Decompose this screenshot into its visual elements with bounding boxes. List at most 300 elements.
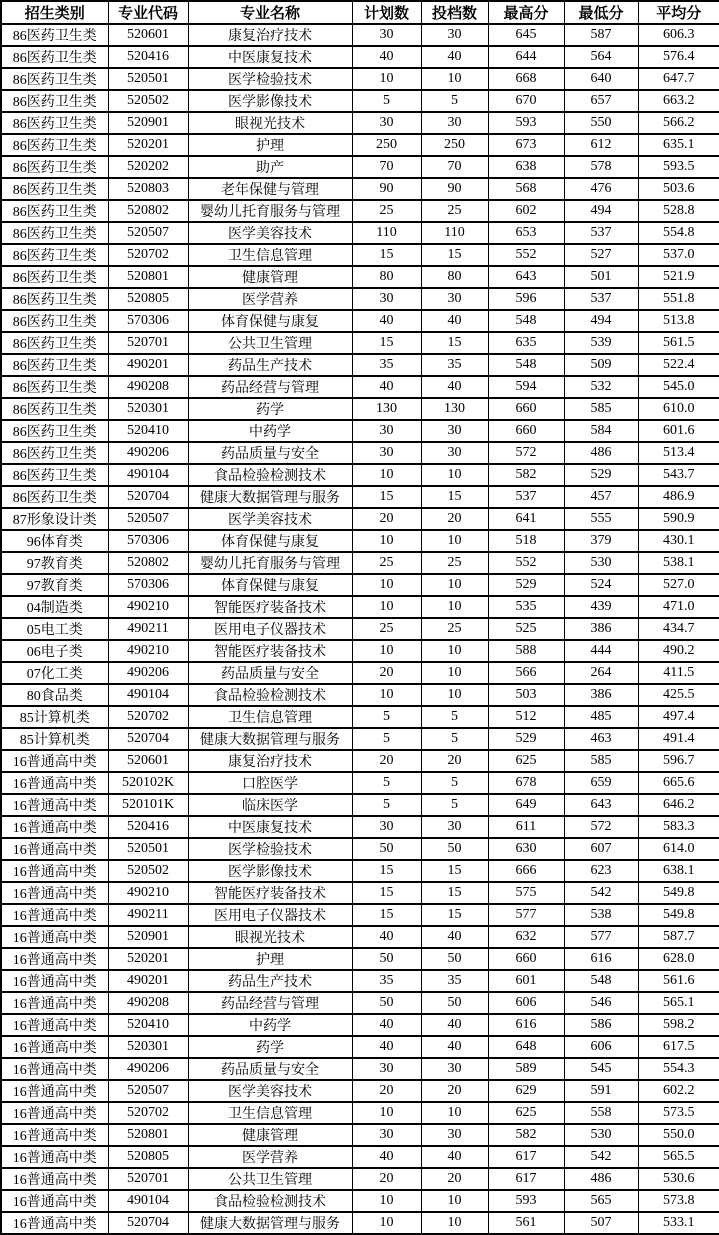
cell: 医用电子仪器技术 xyxy=(188,904,352,926)
cell: 486 xyxy=(564,442,638,464)
cell: 533.1 xyxy=(638,1212,719,1234)
cell: 520301 xyxy=(108,398,188,420)
cell: 16普通高中类 xyxy=(1,1168,108,1190)
cell: 20 xyxy=(421,508,488,530)
cell: 30 xyxy=(421,24,488,46)
cell: 520410 xyxy=(108,1014,188,1036)
cell: 601 xyxy=(488,970,564,992)
table-row xyxy=(1,266,719,288)
cell: 497.4 xyxy=(638,706,719,728)
cell: 40 xyxy=(352,376,421,398)
cell: 570306 xyxy=(108,574,188,596)
cell: 25 xyxy=(352,552,421,574)
cell: 542 xyxy=(564,1146,638,1168)
cell: 助产 xyxy=(188,156,352,178)
cell: 86医药卫生类 xyxy=(1,486,108,508)
cell: 625 xyxy=(488,750,564,772)
cell: 05电工类 xyxy=(1,618,108,640)
cell: 490208 xyxy=(108,376,188,398)
cell: 35 xyxy=(421,970,488,992)
cell: 40 xyxy=(352,926,421,948)
cell: 10 xyxy=(421,68,488,90)
cell: 490210 xyxy=(108,596,188,618)
cell: 490208 xyxy=(108,992,188,1014)
cell: 589 xyxy=(488,1058,564,1080)
cell: 86医药卫生类 xyxy=(1,46,108,68)
cell: 健康大数据管理与服务 xyxy=(188,486,352,508)
cell: 30 xyxy=(421,1058,488,1080)
cell: 86医药卫生类 xyxy=(1,442,108,464)
cell: 20 xyxy=(421,1168,488,1190)
cell: 90 xyxy=(352,178,421,200)
cell: 582 xyxy=(488,464,564,486)
cell: 520704 xyxy=(108,486,188,508)
table-row xyxy=(1,904,719,926)
table-row xyxy=(1,640,719,662)
cell: 70 xyxy=(352,156,421,178)
cell: 卫生信息管理 xyxy=(188,244,352,266)
cell: 35 xyxy=(421,354,488,376)
cell: 15 xyxy=(421,244,488,266)
cell: 中医康复技术 xyxy=(188,816,352,838)
cell: 婴幼儿托育服务与管理 xyxy=(188,552,352,574)
cell: 15 xyxy=(352,904,421,926)
cell: 健康大数据管理与服务 xyxy=(188,728,352,750)
cell: 545 xyxy=(564,1058,638,1080)
cell: 530.6 xyxy=(638,1168,719,1190)
cell: 411.5 xyxy=(638,662,719,684)
cell: 15 xyxy=(352,486,421,508)
table-row xyxy=(1,684,719,706)
cell: 16普通高中类 xyxy=(1,838,108,860)
cell: 582 xyxy=(488,1124,564,1146)
cell: 520801 xyxy=(108,266,188,288)
cell: 584 xyxy=(564,420,638,442)
cell: 490104 xyxy=(108,1190,188,1212)
cell: 250 xyxy=(352,134,421,156)
cell: 665.6 xyxy=(638,772,719,794)
cell: 96体育类 xyxy=(1,530,108,552)
cell: 10 xyxy=(352,684,421,706)
header-cell-1: 专业代码 xyxy=(108,1,188,24)
cell: 644 xyxy=(488,46,564,68)
cell: 490201 xyxy=(108,354,188,376)
cell: 老年保健与管理 xyxy=(188,178,352,200)
cell: 646.2 xyxy=(638,794,719,816)
cell: 486 xyxy=(564,1168,638,1190)
cell: 婴幼儿托育服务与管理 xyxy=(188,200,352,222)
table-row xyxy=(1,332,719,354)
cell: 86医药卫生类 xyxy=(1,178,108,200)
cell: 566 xyxy=(488,662,564,684)
cell: 30 xyxy=(352,1124,421,1146)
cell: 602.2 xyxy=(638,1080,719,1102)
cell: 10 xyxy=(352,530,421,552)
cell: 体育保健与康复 xyxy=(188,574,352,596)
cell: 10 xyxy=(421,530,488,552)
cell: 30 xyxy=(421,1124,488,1146)
cell: 635.1 xyxy=(638,134,719,156)
cell: 535 xyxy=(488,596,564,618)
cell: 30 xyxy=(352,420,421,442)
cell: 379 xyxy=(564,530,638,552)
cell: 15 xyxy=(421,332,488,354)
cell: 5 xyxy=(421,772,488,794)
cell: 593 xyxy=(488,1190,564,1212)
cell: 520702 xyxy=(108,706,188,728)
cell: 507 xyxy=(564,1212,638,1234)
cell: 药品经营与管理 xyxy=(188,992,352,1014)
cell: 健康大数据管理与服务 xyxy=(188,1212,352,1234)
cell: 85计算机类 xyxy=(1,706,108,728)
cell: 16普通高中类 xyxy=(1,1036,108,1058)
cell: 527 xyxy=(564,244,638,266)
cell: 670 xyxy=(488,90,564,112)
cell: 86医药卫生类 xyxy=(1,200,108,222)
cell: 587 xyxy=(564,24,638,46)
cell: 520507 xyxy=(108,508,188,530)
cell: 30 xyxy=(352,816,421,838)
cell: 518 xyxy=(488,530,564,552)
cell: 110 xyxy=(421,222,488,244)
cell: 491.4 xyxy=(638,728,719,750)
cell: 食品检验检测技术 xyxy=(188,1190,352,1212)
cell: 智能医疗装备技术 xyxy=(188,596,352,618)
cell: 86医药卫生类 xyxy=(1,464,108,486)
cell: 90 xyxy=(421,178,488,200)
cell: 医学检验技术 xyxy=(188,838,352,860)
cell: 临床医学 xyxy=(188,794,352,816)
cell: 30 xyxy=(421,288,488,310)
cell: 86医药卫生类 xyxy=(1,354,108,376)
cell: 40 xyxy=(352,310,421,332)
cell: 542 xyxy=(564,882,638,904)
cell: 561.6 xyxy=(638,970,719,992)
cell: 86医药卫生类 xyxy=(1,24,108,46)
table-row xyxy=(1,1124,719,1146)
cell: 678 xyxy=(488,772,564,794)
cell: 548 xyxy=(488,310,564,332)
cell: 10 xyxy=(421,1190,488,1212)
cell: 525 xyxy=(488,618,564,640)
cell: 10 xyxy=(421,640,488,662)
cell: 86医药卫生类 xyxy=(1,266,108,288)
header-cell-4: 投档数 xyxy=(421,1,488,24)
cell: 520301 xyxy=(108,1036,188,1058)
cell: 606 xyxy=(488,992,564,1014)
cell: 549.8 xyxy=(638,882,719,904)
cell: 16普通高中类 xyxy=(1,1058,108,1080)
cell: 476 xyxy=(564,178,638,200)
cell: 648 xyxy=(488,1036,564,1058)
cell: 10 xyxy=(421,684,488,706)
cell: 520601 xyxy=(108,750,188,772)
cell: 卫生信息管理 xyxy=(188,1102,352,1124)
cell: 632 xyxy=(488,926,564,948)
table-row xyxy=(1,992,719,1014)
cell: 578 xyxy=(564,156,638,178)
cell: 520507 xyxy=(108,1080,188,1102)
cell: 457 xyxy=(564,486,638,508)
cell: 86医药卫生类 xyxy=(1,332,108,354)
table-row xyxy=(1,970,719,992)
cell: 588 xyxy=(488,640,564,662)
cell: 25 xyxy=(421,618,488,640)
cell: 10 xyxy=(421,464,488,486)
cell: 35 xyxy=(352,970,421,992)
cell: 585 xyxy=(564,750,638,772)
cell: 5 xyxy=(352,794,421,816)
cell: 35 xyxy=(352,354,421,376)
cell: 434.7 xyxy=(638,618,719,640)
cell: 617.5 xyxy=(638,1036,719,1058)
cell: 30 xyxy=(352,1058,421,1080)
cell: 40 xyxy=(421,376,488,398)
cell: 551.8 xyxy=(638,288,719,310)
cell: 50 xyxy=(352,838,421,860)
cell: 638 xyxy=(488,156,564,178)
cell: 503 xyxy=(488,684,564,706)
cell: 10 xyxy=(352,464,421,486)
cell: 520501 xyxy=(108,68,188,90)
cell: 640 xyxy=(564,68,638,90)
cell: 眼视光技术 xyxy=(188,926,352,948)
cell: 565.1 xyxy=(638,992,719,1014)
cell: 康复治疗技术 xyxy=(188,750,352,772)
cell: 596.7 xyxy=(638,750,719,772)
cell: 20 xyxy=(352,662,421,684)
cell: 386 xyxy=(564,618,638,640)
cell: 25 xyxy=(421,552,488,574)
cell: 520802 xyxy=(108,200,188,222)
cell: 食品检验检测技术 xyxy=(188,684,352,706)
cell: 494 xyxy=(564,200,638,222)
cell: 660 xyxy=(488,948,564,970)
cell: 公共卫生管理 xyxy=(188,1168,352,1190)
cell: 07化工类 xyxy=(1,662,108,684)
cell: 490.2 xyxy=(638,640,719,662)
cell: 86医药卫生类 xyxy=(1,398,108,420)
table-row xyxy=(1,1080,719,1102)
cell: 530 xyxy=(564,552,638,574)
cell: 50 xyxy=(421,948,488,970)
cell: 520410 xyxy=(108,420,188,442)
cell: 30 xyxy=(421,112,488,134)
table-row xyxy=(1,156,719,178)
cell: 80食品类 xyxy=(1,684,108,706)
cell: 眼视光技术 xyxy=(188,112,352,134)
cell: 10 xyxy=(352,596,421,618)
cell: 40 xyxy=(352,46,421,68)
cell: 250 xyxy=(421,134,488,156)
cell: 520201 xyxy=(108,134,188,156)
cell: 638.1 xyxy=(638,860,719,882)
cell: 520704 xyxy=(108,1212,188,1234)
cell: 643 xyxy=(564,794,638,816)
cell: 16普通高中类 xyxy=(1,1190,108,1212)
table-row xyxy=(1,1036,719,1058)
cell: 80 xyxy=(352,266,421,288)
cell: 573.8 xyxy=(638,1190,719,1212)
cell: 10 xyxy=(421,596,488,618)
cell: 552 xyxy=(488,552,564,574)
cell: 570306 xyxy=(108,310,188,332)
table-row xyxy=(1,530,719,552)
cell: 药学 xyxy=(188,398,352,420)
cell: 630 xyxy=(488,838,564,860)
table-row xyxy=(1,376,719,398)
cell: 16普通高中类 xyxy=(1,904,108,926)
table-row xyxy=(1,1212,719,1234)
cell: 444 xyxy=(564,640,638,662)
cell: 20 xyxy=(352,1080,421,1102)
cell: 口腔医学 xyxy=(188,772,352,794)
cell: 520802 xyxy=(108,552,188,574)
cell: 86医药卫生类 xyxy=(1,68,108,90)
cell: 612 xyxy=(564,134,638,156)
cell: 546 xyxy=(564,992,638,1014)
cell: 520701 xyxy=(108,332,188,354)
cell: 5 xyxy=(421,90,488,112)
cell: 30 xyxy=(421,816,488,838)
header-cell-5: 最高分 xyxy=(488,1,564,24)
cell: 15 xyxy=(352,332,421,354)
cell: 中药学 xyxy=(188,1014,352,1036)
cell: 86医药卫生类 xyxy=(1,310,108,332)
cell: 561 xyxy=(488,1212,564,1234)
cell: 490210 xyxy=(108,882,188,904)
cell: 537.0 xyxy=(638,244,719,266)
table-row xyxy=(1,420,719,442)
table-row xyxy=(1,662,719,684)
cell: 611 xyxy=(488,816,564,838)
table-row xyxy=(1,442,719,464)
table-row xyxy=(1,706,719,728)
table-row xyxy=(1,398,719,420)
header-cell-7: 平均分 xyxy=(638,1,719,24)
cell: 86医药卫生类 xyxy=(1,134,108,156)
cell: 673 xyxy=(488,134,564,156)
cell: 86医药卫生类 xyxy=(1,156,108,178)
table-row xyxy=(1,772,719,794)
cell: 520416 xyxy=(108,46,188,68)
cell: 532 xyxy=(564,376,638,398)
cell: 522.4 xyxy=(638,354,719,376)
table-row xyxy=(1,508,719,530)
cell: 645 xyxy=(488,24,564,46)
table-row xyxy=(1,1190,719,1212)
cell: 30 xyxy=(352,288,421,310)
cell: 558 xyxy=(564,1102,638,1124)
cell: 520803 xyxy=(108,178,188,200)
cell: 医学影像技术 xyxy=(188,860,352,882)
cell: 430.1 xyxy=(638,530,719,552)
cell: 666 xyxy=(488,860,564,882)
table-row xyxy=(1,486,719,508)
cell: 660 xyxy=(488,398,564,420)
cell: 555 xyxy=(564,508,638,530)
cell: 520101K xyxy=(108,794,188,816)
cell: 503.6 xyxy=(638,178,719,200)
cell: 552 xyxy=(488,244,564,266)
cell: 520704 xyxy=(108,728,188,750)
header-cell-2: 专业名称 xyxy=(188,1,352,24)
cell: 490104 xyxy=(108,684,188,706)
cell: 520502 xyxy=(108,90,188,112)
cell: 577 xyxy=(564,926,638,948)
cell: 护理 xyxy=(188,948,352,970)
cell: 30 xyxy=(421,442,488,464)
table-row xyxy=(1,68,719,90)
cell: 医学美容技术 xyxy=(188,508,352,530)
cell: 625 xyxy=(488,1102,564,1124)
cell: 524 xyxy=(564,574,638,596)
cell: 587.7 xyxy=(638,926,719,948)
cell: 596 xyxy=(488,288,564,310)
table-row xyxy=(1,838,719,860)
cell: 10 xyxy=(421,1102,488,1124)
cell: 490201 xyxy=(108,970,188,992)
cell: 554.8 xyxy=(638,222,719,244)
cell: 490104 xyxy=(108,464,188,486)
cell: 538.1 xyxy=(638,552,719,574)
table-row xyxy=(1,464,719,486)
cell: 25 xyxy=(421,200,488,222)
cell: 537 xyxy=(488,486,564,508)
cell: 598.2 xyxy=(638,1014,719,1036)
cell: 04制造类 xyxy=(1,596,108,618)
cell: 40 xyxy=(421,46,488,68)
cell: 529 xyxy=(488,728,564,750)
cell: 520801 xyxy=(108,1124,188,1146)
cell: 660 xyxy=(488,420,564,442)
cell: 490206 xyxy=(108,442,188,464)
cell: 606 xyxy=(564,1036,638,1058)
cell: 80 xyxy=(421,266,488,288)
cell: 5 xyxy=(352,772,421,794)
cell: 5 xyxy=(352,728,421,750)
cell: 50 xyxy=(352,992,421,1014)
cell: 623 xyxy=(564,860,638,882)
cell: 40 xyxy=(421,926,488,948)
cell: 中药学 xyxy=(188,420,352,442)
cell: 593 xyxy=(488,112,564,134)
cell: 490206 xyxy=(108,662,188,684)
cell: 30 xyxy=(352,442,421,464)
cell: 550 xyxy=(564,112,638,134)
cell: 药品生产技术 xyxy=(188,354,352,376)
cell: 490206 xyxy=(108,1058,188,1080)
cell: 10 xyxy=(352,574,421,596)
table-row xyxy=(1,24,719,46)
cell: 572 xyxy=(564,816,638,838)
cell: 659 xyxy=(564,772,638,794)
cell: 85计算机类 xyxy=(1,728,108,750)
cell: 16普通高中类 xyxy=(1,992,108,1014)
table-row xyxy=(1,354,719,376)
cell: 520416 xyxy=(108,816,188,838)
cell: 570306 xyxy=(108,530,188,552)
cell: 575 xyxy=(488,882,564,904)
cell: 576.4 xyxy=(638,46,719,68)
cell: 10 xyxy=(352,640,421,662)
cell: 15 xyxy=(421,882,488,904)
cell: 10 xyxy=(421,1212,488,1234)
cell: 医学影像技术 xyxy=(188,90,352,112)
cell: 中医康复技术 xyxy=(188,46,352,68)
cell: 617 xyxy=(488,1168,564,1190)
cell: 86医药卫生类 xyxy=(1,288,108,310)
